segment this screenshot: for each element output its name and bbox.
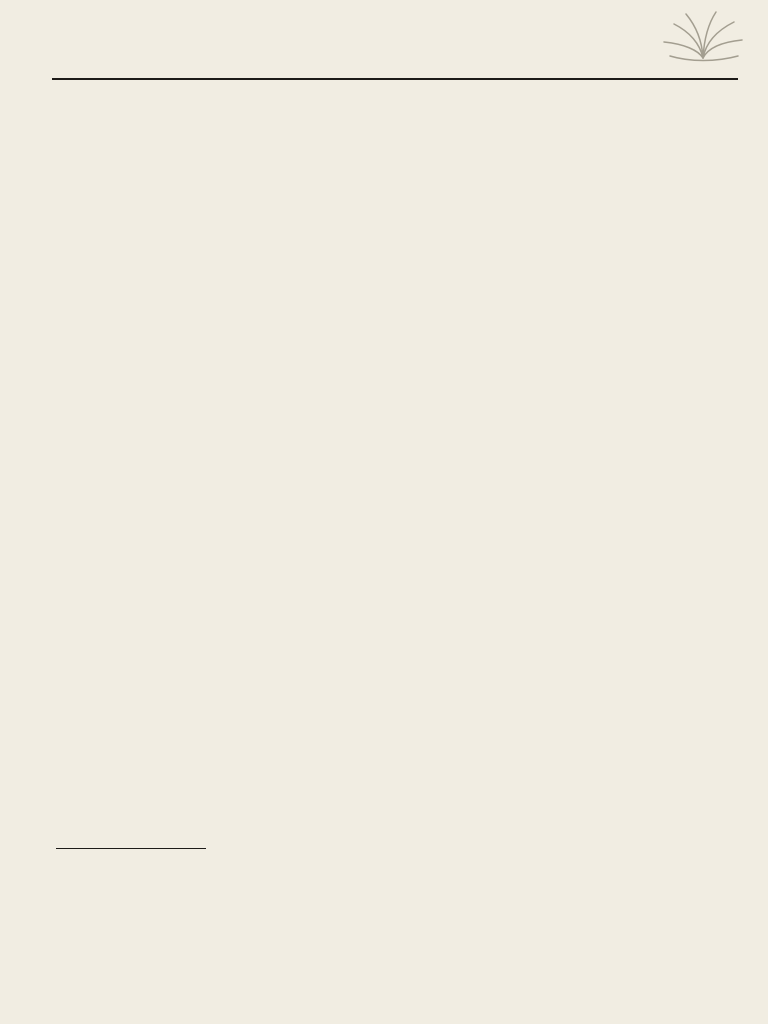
header-divider xyxy=(52,78,738,80)
library-logo xyxy=(660,10,746,82)
logo-emblem-icon xyxy=(660,10,746,62)
footnote-divider xyxy=(56,848,206,849)
